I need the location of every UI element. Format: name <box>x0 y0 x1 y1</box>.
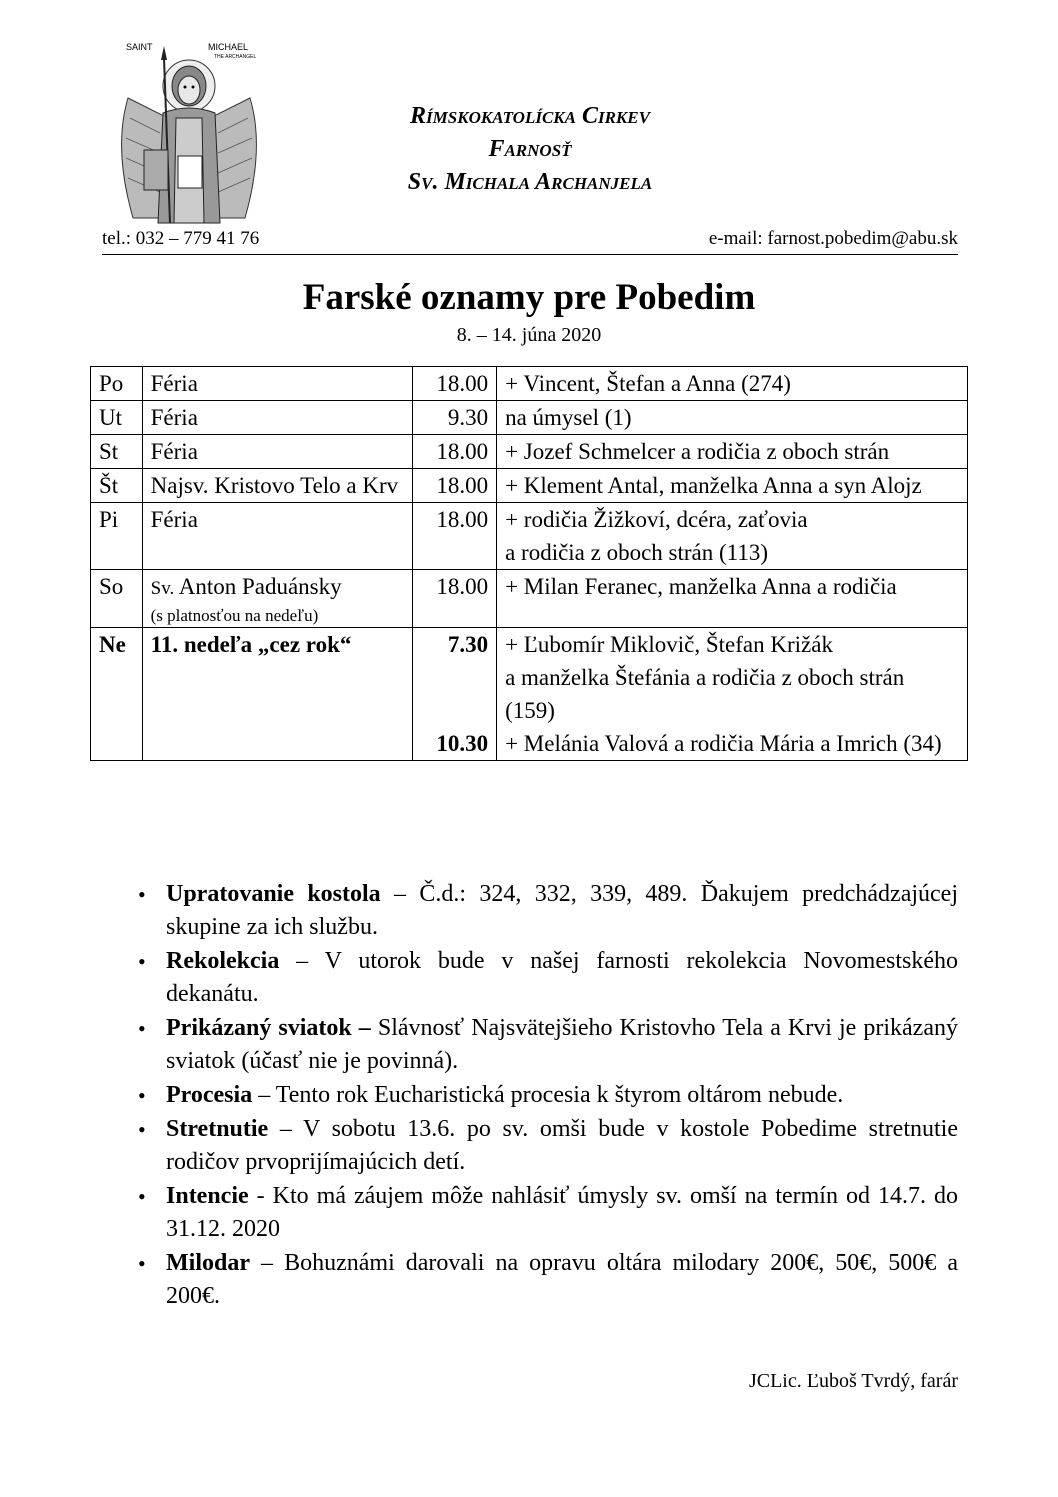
date-range: 8. – 14. júna 2020 <box>456 324 602 346</box>
bullet-icon: • <box>138 1184 146 1209</box>
notice-title: Stretnutie <box>166 1116 269 1142</box>
header-line-saint: Sv. Michala Archanjela <box>407 169 653 195</box>
list-item <box>130 1012 958 1078</box>
phone-number: tel.: 032 – 779 41 76 <box>102 228 260 249</box>
bullet-icon: • <box>138 882 146 907</box>
notice-title: Milodar <box>166 1250 250 1276</box>
logo-text-michael: MICHAEL <box>208 42 249 52</box>
list-item <box>130 1079 958 1112</box>
table-row <box>91 570 968 628</box>
feast-name: Anton Paduánsky <box>174 574 342 599</box>
time-value: 10.30 <box>436 731 489 756</box>
day-cell: Pi <box>91 503 143 570</box>
logo-text-saint: SAINT <box>126 42 153 52</box>
table-row <box>91 401 968 435</box>
notice-text: – V utorok bude v našej farnosti rekolekcia Novomestského dekanátu. <box>166 948 958 1007</box>
intention-cell: + Klement Antal, manželka Anna a syn Alojz <box>497 469 968 503</box>
bullet-icon: • <box>138 1083 146 1108</box>
bullet-icon: • <box>138 1016 146 1041</box>
list-item <box>130 878 958 944</box>
intention-line: + Melánia Valová a rodičia Mária a Imrich (34) <box>505 731 942 756</box>
day-cell: Št <box>91 469 143 503</box>
intention-cell: + Vincent, Štefan a Anna (274) <box>497 367 968 401</box>
bullet-icon: • <box>138 949 146 974</box>
day-cell: So <box>91 570 143 628</box>
list-item <box>130 1247 958 1313</box>
bullet-icon: • <box>138 1251 146 1276</box>
intention-cell <box>497 503 968 570</box>
intention-line: + rodičia Žižkoví, dcéra, zaťovia <box>505 507 808 532</box>
list-item <box>130 1113 958 1179</box>
time-cell <box>413 628 497 761</box>
notice-text: – Bohuznámi darovali na opravu oltára milodary 200€, 50€, 500€ a 200€. <box>166 1250 958 1309</box>
notice-text: Slávnosť Najsvätejšieho Kristovho Tela a Krvi je prikázaný sviatok (účasť nie je povinná). <box>166 1015 958 1074</box>
signature: JCLic. Ľuboš Tvrdý, farár <box>748 1370 958 1392</box>
time-spacer <box>421 661 488 694</box>
notice-title: Rekolekcia <box>166 948 280 974</box>
feast-cell <box>142 570 412 628</box>
saint-michael-icon-logo <box>108 38 270 226</box>
time-value: 7.30 <box>447 632 489 657</box>
intention-cell: na úmysel (1) <box>497 401 968 435</box>
notice-title: Upratovanie kostola <box>166 881 381 907</box>
intention-line: + Ľubomír Miklovič, Štefan Križák <box>505 632 833 657</box>
header-line-parish: Farnosť <box>488 136 572 162</box>
table-row <box>91 628 968 761</box>
email-address: e-mail: farnost.pobedim@abu.sk <box>708 228 958 249</box>
notice-text: – Č.d.: 324, 332, 339, 489. Ďakujem predchádzajúcej skupine za ich službu. <box>166 881 958 940</box>
day-cell: Ne <box>91 628 143 761</box>
page-title: Farské oznamy pre Pobedim <box>302 277 756 318</box>
time-cell: 18.00 <box>413 435 497 469</box>
feast-cell: Féria <box>142 401 412 435</box>
bullet-icon: • <box>138 1117 146 1142</box>
feast-cell: Féria <box>142 503 412 570</box>
feast-cell: 11. nedeľa „cez rok“ <box>142 628 412 761</box>
time-cell: 18.00 <box>413 503 497 570</box>
time-cell: 18.00 <box>413 367 497 401</box>
list-item <box>130 945 958 1011</box>
table-row <box>91 367 968 401</box>
table-row <box>91 469 968 503</box>
contact-line <box>102 228 958 255</box>
intention-cell <box>497 628 968 761</box>
notice-text: – V sobotu 13.6. po sv. omši bude v kostole Pobedime stretnutie rodičov prvoprijímajúcich detí. <box>166 1116 958 1175</box>
notice-text: – Tento rok Eucharistická procesia k štyrom oltárom nebude. <box>252 1082 844 1108</box>
notice-title: Procesia <box>166 1082 253 1108</box>
day-cell: Po <box>91 367 143 401</box>
table-row <box>91 503 968 570</box>
header-line-church: Rímskokatolícka Cirkev <box>410 103 650 129</box>
mass-schedule-table <box>90 366 968 761</box>
feast-cell: Najsv. Kristovo Telo a Krv <box>142 469 412 503</box>
notice-title: Prikázaný sviatok – <box>166 1015 371 1041</box>
logo-text-archangel: THE ARCHANGEL <box>214 54 257 60</box>
day-cell: Ut <box>91 401 143 435</box>
parish-header <box>300 100 760 199</box>
day-cell: St <box>91 435 143 469</box>
feast-cell: Féria <box>142 367 412 401</box>
intention-line: a manželka Štefánia a rodičia z oboch strán (159) <box>505 665 905 723</box>
notice-text: - Kto má záujem môže nahlásiť úmysly sv. omší na termín od 14.7. do 31.12. 2020 <box>166 1183 958 1242</box>
time-cell: 9.30 <box>413 401 497 435</box>
feast-note: (s platnosťou na nedeľu) <box>150 606 319 625</box>
time-spacer <box>421 694 488 727</box>
notice-title: Intencie <box>166 1183 249 1209</box>
intention-cell: + Milan Feranec, manželka Anna a rodičia <box>497 570 968 628</box>
feast-cell: Féria <box>142 435 412 469</box>
feast-prefix: Sv. <box>150 578 175 599</box>
intention-line: a rodičia z oboch strán (113) <box>505 540 768 565</box>
time-cell: 18.00 <box>413 469 497 503</box>
time-cell: 18.00 <box>413 570 497 628</box>
list-item <box>130 1180 958 1246</box>
table-row <box>91 435 968 469</box>
intention-cell: + Jozef Schmelcer a rodičia z oboch strán <box>497 435 968 469</box>
notices-list <box>130 878 958 1314</box>
